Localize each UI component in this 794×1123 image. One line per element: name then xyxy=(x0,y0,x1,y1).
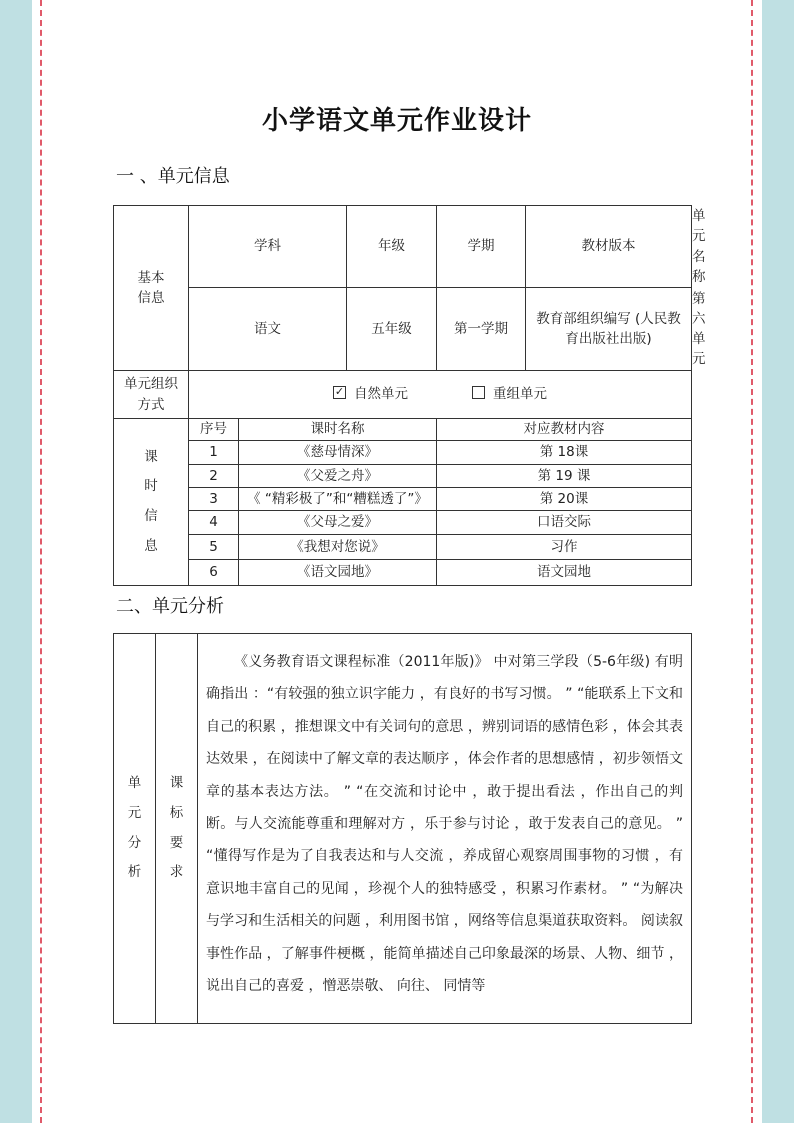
lesson-content: 第 20课 xyxy=(437,488,692,511)
lesson-header-content: 对应教材内容 xyxy=(437,419,692,441)
lesson-name: 《语文园地》 xyxy=(239,560,437,586)
org-option-natural[interactable]: ✓自然单元 xyxy=(333,384,408,404)
lesson-no: 5 xyxy=(189,535,239,560)
unchecked-checkbox-icon[interactable] xyxy=(472,386,485,399)
header-textbook-version: 教材版本 xyxy=(526,206,692,288)
lesson-content: 习作 xyxy=(437,535,692,560)
value-semester: 第一学期 xyxy=(437,288,526,371)
value-subject: 语文 xyxy=(189,288,347,371)
section-heading-unit-analysis: 二、单元分析 xyxy=(116,596,224,617)
lesson-header-name: 课时名称 xyxy=(239,419,437,441)
lesson-content: 口语交际 xyxy=(437,511,692,535)
header-subject: 学科 xyxy=(189,206,347,288)
lesson-content: 语文园地 xyxy=(437,560,692,586)
unit-analysis-label: 单 元 分 析 xyxy=(114,634,156,1024)
lesson-content: 第 19 课 xyxy=(437,465,692,488)
lesson-name: 《慈母情深》 xyxy=(239,441,437,465)
curriculum-standard-paragraph: 《义务教育语文课程标准（2011年版)》 中对第三学段（5-6年级) 有明确指出 ：“有较强的独立识字能力 ，有良好的书写习惯。 ” “能联系上下文和自己的积累 ，推想课文中有关词句的意思 ，辨别词语的感情色彩 ，体会其表达效果 ，在阅读中了解文章的表达顺序 ，体会作者的思想感情 ，初步领悟文章的基本表达方法。 ” “在交流和讨论中 ，敢于提出看法 ，作出自己的判断。与人交流能尊重和理解对方 ，乐于参与讨论 ，敢于发表自己的意见。 ” “懂得写作是为了自我表达和与人交流 ，养成留心观察周围事物的习惯 ，有意识地丰富自己的见闻 ，珍视个人的独特感受 ，积累习作素材。 ” “为解决与学习和生活相关的问题 ，利用图书馆 ，网络等信息渠道获取资料。 阅读叙事性作品 ，了解事件梗概 ，能简单描述自己印象最深的场景、人物、细节 ，说出自己的喜爱 ，憎恶崇敬、 向往、 同情等 xyxy=(206,654,683,995)
value-grade: 五年级 xyxy=(347,288,437,371)
lesson-content: 第 18课 xyxy=(437,441,692,465)
lesson-no: 2 xyxy=(189,465,239,488)
right-dashed-margin-line xyxy=(751,0,753,1123)
lesson-name: 《父母之爱》 xyxy=(239,511,437,535)
checked-checkbox-icon[interactable] xyxy=(333,386,346,399)
org-method-label: 单元组织方式 xyxy=(114,371,189,419)
lesson-name: 《父爱之舟》 xyxy=(239,465,437,488)
table-row xyxy=(114,441,692,465)
unit-analysis-table xyxy=(113,633,692,1024)
table-row xyxy=(114,511,692,535)
header-grade: 年级 xyxy=(347,206,437,288)
lesson-header-no: 序号 xyxy=(189,419,239,441)
lesson-no: 6 xyxy=(189,560,239,586)
lesson-name: 《 “精彩极了”和“糟糕透了”》 xyxy=(239,488,437,511)
right-border-strip xyxy=(762,0,794,1123)
curriculum-standard-label: 课 标 要 求 xyxy=(156,634,198,1024)
org-option-regroup[interactable]: 重组单元 xyxy=(472,384,547,404)
table-row xyxy=(114,560,692,586)
page-title: 小学语文单元作业设计 xyxy=(261,106,532,136)
table-row xyxy=(114,465,692,488)
section-heading-unit-info: 一 、单元信息 xyxy=(116,166,230,187)
org-method-options xyxy=(189,371,692,419)
left-border-strip xyxy=(0,0,32,1123)
lesson-no: 3 xyxy=(189,488,239,511)
left-dashed-margin-line xyxy=(40,0,42,1123)
basic-info-label: 基本 信息 xyxy=(114,206,189,371)
value-textbook-version: 教育部组织编写 (人民教育出版社出版) xyxy=(526,288,692,371)
unit-info-table: 基本 信息 学科 年级 学期 教材版本 单元名称 语文 五年级 第一学期 教育部组织编写 (人民教育出版社出版) 第六单元 单元组织方式 ✓自然单元 重组单元 课 时 信 息 序号 课时名称 对应教材内容 1 《慈母情深》 第 18课 2 《父爱之舟》 第 19 课 3 《 “精彩极了”和“糟糕透了”》 第 20课 4 《父母之爱》 口语交际 5 《我想对您说》 习作 6 《语文园地》 语文园地 xyxy=(113,205,692,586)
table-row xyxy=(114,488,692,511)
curriculum-standard-text xyxy=(198,634,692,1024)
lesson-no: 4 xyxy=(189,511,239,535)
header-semester: 学期 xyxy=(437,206,526,288)
lesson-no: 1 xyxy=(189,441,239,465)
lesson-info-label: 课 时 信 息 xyxy=(114,419,189,586)
table-row xyxy=(114,535,692,560)
lesson-name: 《我想对您说》 xyxy=(239,535,437,560)
